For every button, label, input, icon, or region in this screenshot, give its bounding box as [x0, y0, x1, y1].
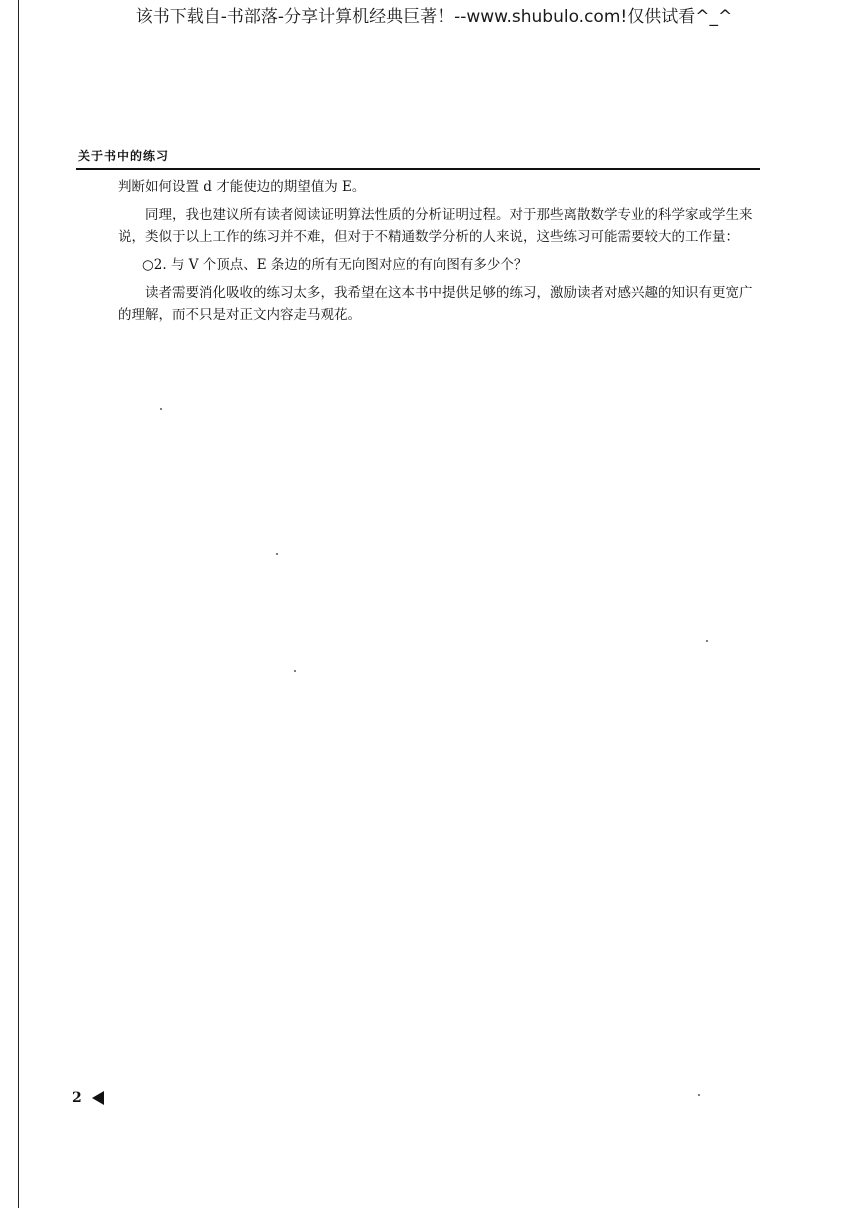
header-rule — [76, 168, 760, 170]
scan-speck — [698, 1094, 700, 1096]
paragraph-2: 同理，我也建议所有读者阅读证明算法性质的分析证明过程。对于那些离散数学专业的科学家或学生来说，类似于以上工作的练习并不难，但对于不精通数学分析的人来说，这些练习可能需要较大的工作量： — [118, 207, 753, 245]
paragraph-1: 判断如何设置 d 才能使边的期望值为 E。 — [118, 179, 366, 195]
download-banner: 该书下载自-书部落-分享计算机经典巨著！--www.shubulo.com!仅供试看^_^ — [135, 7, 733, 27]
body-text — [118, 176, 758, 332]
scan-speck — [276, 553, 278, 555]
binding-edge-line — [18, 0, 19, 1208]
scan-speck — [294, 670, 296, 672]
running-head: 关于书中的练习 — [78, 149, 170, 163]
page-footer — [72, 1090, 104, 1106]
exercise-item: ○2. 与 V 个顶点、E 条边的所有无向图对应的有向图有多少个？ — [142, 257, 528, 273]
page-number: 2 — [72, 1090, 82, 1106]
scan-speck — [160, 408, 162, 410]
paragraph-4: 读者需要消化吸收的练习太多，我希望在这本书中提供足够的练习，激励读者对感兴趣的知识有更宽广的理解，而不只是对正文内容走马观花。 — [118, 285, 753, 323]
scan-speck — [706, 640, 708, 642]
left-triangle-icon — [92, 1091, 104, 1105]
